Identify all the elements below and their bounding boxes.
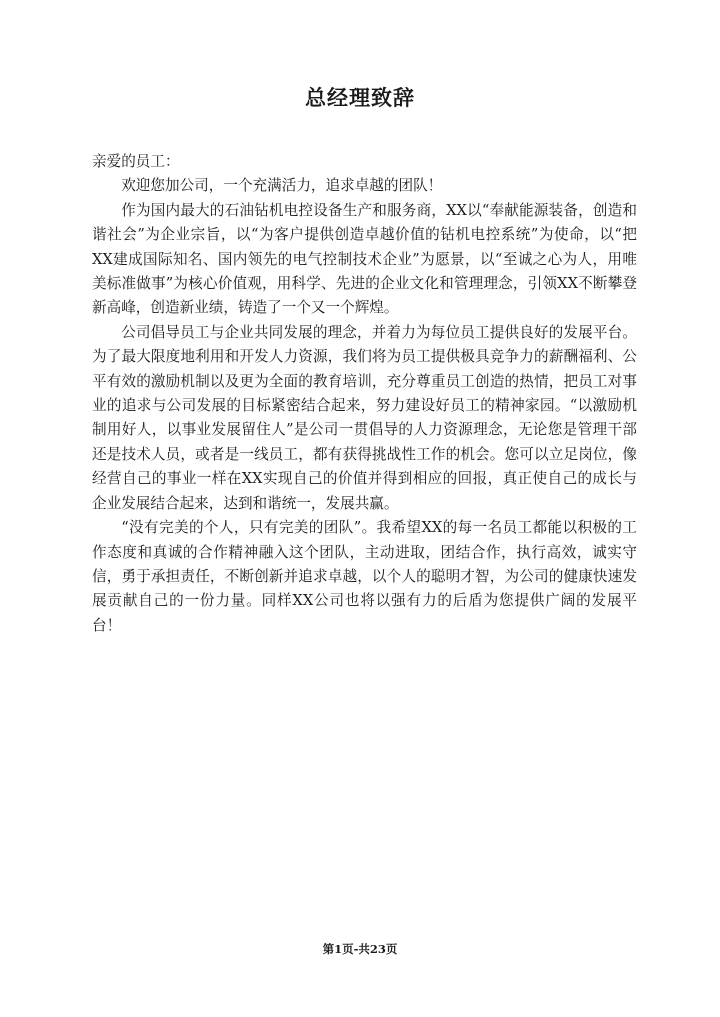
letter-body [92,150,637,638]
greeting: 亲爱的员工： [92,153,180,170]
paragraph-employee-development: 公司倡导员工与企业共同发展的理念，并着力为每位员工提供良好的发展平台。为了最大限度地利用和开发人力资源，我们将为员工提供极具竞争力的薪酬福利、公平有效的激励机制以及更为全面的教育培训，充分尊重员工创造的热情，把员工对事业的追求与公司发展的目标紧密结合起来，努力建设好员工的精神家园。“以激励机制用好人，以事业发展留住人”是公司一贯倡导的人力资源理念，无论您是管理干部还是技术人员，或者是一线员工，都有获得挑战性工作的机会。您可以立足岗位，像经营自己的事业一样在XX实现自己的价值并得到相应的回报，真正使自己的成长与企业发展结合起来，达到和谐统一，发展共赢。 [92,323,637,512]
paragraph-company-mission: 作为国内最大的石油钻机电控设备生产和服务商，XX以“奉献能源装备，创造和谐社会”为企业宗旨，以“为客户提供创造卓越价值的钻机电控系统”为使命，以“把XX建成国际知名、国内领先的电气控制技术企业”为愿景，以“至诚之心为人，用唯美标准做事”为核心价值观，用科学、先进的企业文化和管理理念，引领XX不断攀登新高峰，创造新业绩，铸造了一个又一个辉煌。 [92,201,637,317]
document-title: 总经理致辞 [305,85,415,110]
paragraph-team-spirit: “没有完美的个人，只有完美的团队”。我希望XX的每一名员工都能以积极的工作态度和真诚的合作精神融入这个团队，主动进取，团结合作，执行高效，诚实守信，勇于承担责任，不断创新并追求卓越，以个人的聪明才智，为公司的健康快速发展贡献自己的一份力量。同样XX公司也将以强有力的后盾为您提供广阔的发展平台！ [92,519,637,634]
paragraph-welcome: 欢迎您加公司，一个充满活力，追求卓越的团队！ [121,177,443,195]
page-number: 第1页-共23页 [322,942,398,956]
